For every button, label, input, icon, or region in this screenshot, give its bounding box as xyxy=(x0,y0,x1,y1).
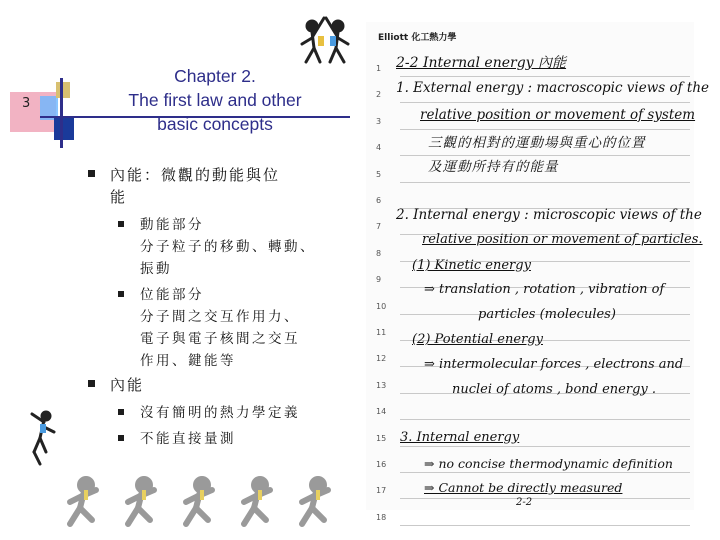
notes-line: 2-2 Internal energy 內能 xyxy=(396,55,567,71)
handwritten-notes-image xyxy=(366,22,710,522)
notes-page-label: 2-2 xyxy=(516,497,533,508)
line-number: 3 xyxy=(376,116,382,126)
ruled-line xyxy=(400,419,690,420)
sub-bullet-text: 位能部分 xyxy=(140,287,204,303)
line-number: 1 xyxy=(376,64,382,73)
bullet-square-icon xyxy=(118,291,124,297)
line-number: 4 xyxy=(376,143,382,153)
sub-bullet-kinetic xyxy=(140,214,316,280)
line-number: 16 xyxy=(376,460,387,469)
line-number: 12 xyxy=(376,354,387,364)
bullet-text: 能 xyxy=(110,188,128,206)
title-line: The first law and other xyxy=(128,90,302,110)
sub-bullet-text: 動能部分 xyxy=(140,217,204,233)
bullet-square-icon xyxy=(118,221,124,227)
title-line: Chapter 2. xyxy=(174,66,256,86)
decor-navy-square xyxy=(54,118,74,140)
bullet-square-icon xyxy=(88,170,95,177)
sub-bullet-text: 作用、鍵能等 xyxy=(140,353,236,369)
ruled-line xyxy=(400,76,690,77)
slide-number: 3 xyxy=(22,96,31,111)
notes-line: nuclei of atoms , bond energy . xyxy=(452,382,657,397)
ruled-line xyxy=(400,129,690,130)
bullet-internal-energy-definition xyxy=(110,164,280,208)
decor-vertical-line xyxy=(60,78,63,148)
title-line: basic concepts xyxy=(157,114,273,134)
line-number: 7 xyxy=(376,222,382,232)
sub-bullet-text: 沒有簡明的熱力學定義 xyxy=(140,405,300,421)
bullet-text: 內能：微觀的動能與位 xyxy=(110,166,281,184)
notes-line: ⇒ intermolecular forces , electrons and xyxy=(424,357,684,372)
line-number: 6 xyxy=(376,196,382,205)
running-figures-row-icon xyxy=(58,476,348,534)
line-number: 14 xyxy=(376,407,387,417)
decor-gold-square xyxy=(56,82,70,98)
notes-line: ⇒ translation , rotation , vibration of xyxy=(424,282,665,297)
notes-line: ⇒ Cannot be directly measured xyxy=(424,480,623,495)
line-number: 17 xyxy=(376,486,387,496)
sub-bullet-not-measurable xyxy=(140,428,236,450)
sub-bullet-text: 分子間之交互作用力、 xyxy=(140,309,300,325)
notes-line: relative position or movement of system xyxy=(420,107,696,123)
notes-line: particles (molecules) xyxy=(478,307,616,322)
high-five-figures-icon xyxy=(296,14,356,66)
notes-line: relative position or movement of particles. xyxy=(422,232,703,247)
bullet-square-icon xyxy=(118,409,124,415)
notes-line: (2) Potential energy xyxy=(412,332,543,347)
notes-line: 3. Internal energy xyxy=(400,430,520,445)
notes-line: (1) Kinetic energy xyxy=(412,258,531,273)
notes-line: 三觀的相對的運動場與重心的位置 xyxy=(428,135,646,151)
notes-line: ⇒ no concise thermodynamic definition xyxy=(424,456,673,471)
sub-bullet-text: 不能直接量測 xyxy=(140,431,236,447)
ruled-line xyxy=(400,102,690,103)
notes-line: 及運動所持有的能量 xyxy=(428,159,559,175)
line-number: 18 xyxy=(376,512,387,522)
bullet-internal-energy xyxy=(110,374,144,396)
ruled-line xyxy=(400,525,690,526)
line-number: 13 xyxy=(376,380,387,390)
sub-bullet-text: 振動 xyxy=(140,261,172,277)
notes-line: 2. Internal energy : microscopic views of the xyxy=(396,207,702,223)
line-number: 8 xyxy=(376,248,382,258)
bullet-square-icon xyxy=(118,435,124,441)
notes-header: Elliott 化工熱力學 xyxy=(378,33,457,43)
ruled-line xyxy=(400,182,690,183)
line-number: 10 xyxy=(376,301,387,311)
line-number: 15 xyxy=(376,433,387,443)
line-number: 2 xyxy=(376,90,382,100)
line-number: 5 xyxy=(376,169,382,179)
line-number: 9 xyxy=(376,275,382,285)
ruled-line xyxy=(400,472,690,473)
sub-bullet-text: 電子與電子核間之交互 xyxy=(140,331,300,347)
sub-bullet-no-definition xyxy=(140,402,300,424)
climbing-figure-icon xyxy=(26,408,60,468)
slide-title xyxy=(90,64,340,136)
sub-bullet-potential xyxy=(140,284,300,372)
notes-line: 1. External energy : macroscopic views of the xyxy=(396,80,710,96)
bullet-square-icon xyxy=(88,380,95,387)
ruled-line xyxy=(400,446,690,447)
line-number: 11 xyxy=(376,328,387,337)
sub-bullet-text: 分子粒子的移動、轉動、 xyxy=(140,239,316,255)
ruled-line xyxy=(400,498,690,499)
bullet-text: 內能 xyxy=(110,376,145,394)
